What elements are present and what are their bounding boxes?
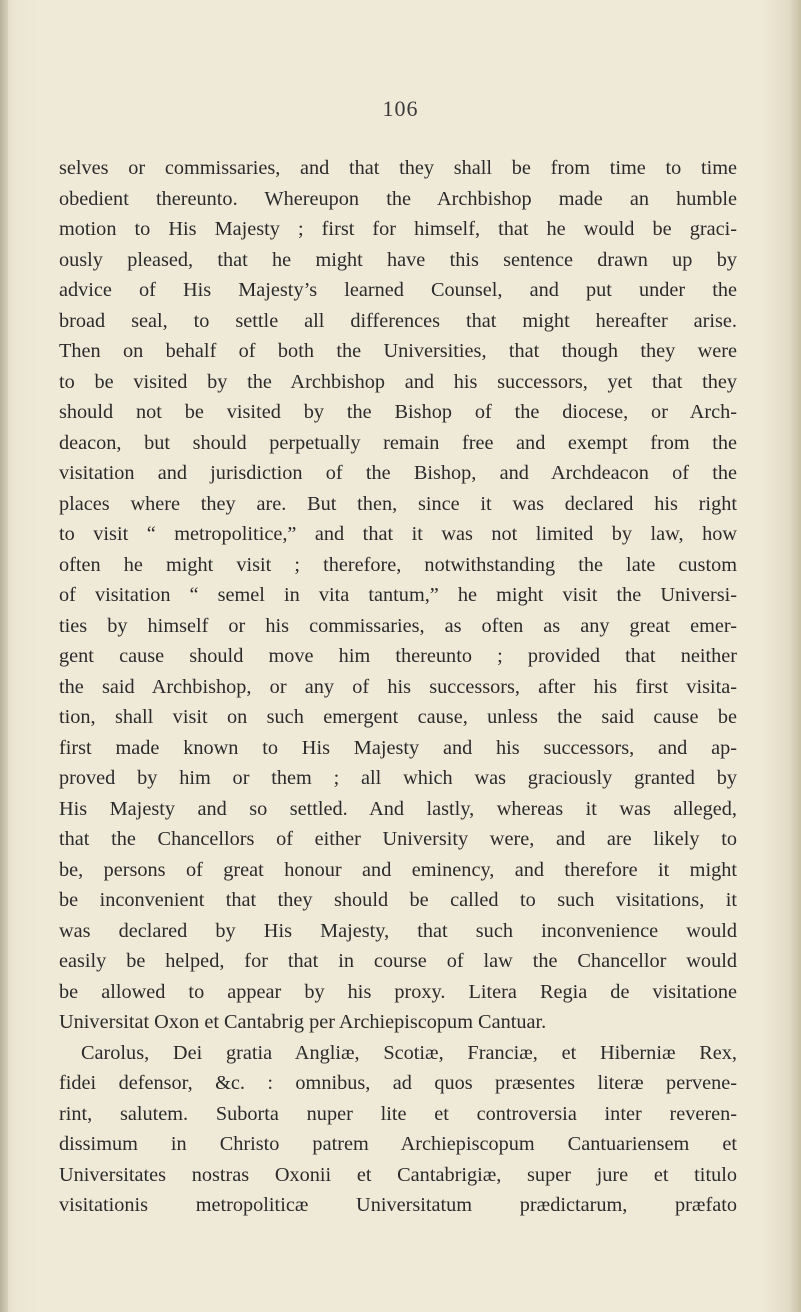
text-line: dissimum in Christo patrem Archiepiscopum Cantuariensem et	[59, 1133, 737, 1155]
page-edge	[789, 0, 801, 1312]
body-text	[59, 153, 737, 1221]
page-gutter	[0, 0, 8, 1312]
text-line: rint, salutem. Suborta nuper lite et controversia inter reveren-	[59, 1102, 737, 1125]
text-line: ously pleased, that he might have this sentence drawn up by	[59, 248, 737, 271]
text-line: easily be helped, for that in course of law the Chancellor would	[59, 950, 737, 972]
text-line: His Majesty and so settled. And lastly, whereas it was alleged,	[59, 797, 737, 820]
text-line: often he might visit ; therefore, notwithstanding the late custom	[59, 553, 737, 576]
text-line: Universitat Oxon et Cantabrig per Archiepiscopum Cantuar.	[59, 1011, 547, 1033]
text-line: tion, shall visit on such emergent cause, unless the said cause be	[59, 706, 737, 728]
text-line: be, persons of great honour and eminency, and therefore it might	[59, 858, 737, 881]
text-line: places where they are. But then, since it was declared his right	[59, 492, 737, 515]
text-line: that the Chancellors of either University were, and are likely to	[59, 828, 737, 850]
text-line: fidei defensor, &c. : omnibus, ad quos præsentes literæ pervene-	[59, 1072, 737, 1094]
text-line: gent cause should move him thereunto ; provided that neither	[59, 645, 737, 667]
text-line: first made known to His Majesty and his successors, and ap-	[59, 736, 737, 759]
text-line: obedient thereunto. Whereupon the Archbishop made an humble	[59, 187, 737, 210]
text-line: proved by him or them ; all which was graciously granted by	[59, 767, 737, 789]
text-line: motion to His Majesty ; first for himself, that he would be graci-	[59, 218, 737, 240]
text-line: advice of His Majesty’s learned Counsel, and put under the	[59, 279, 737, 301]
text-line: visitation and jurisdiction of the Bishop, and Archdeacon of the	[59, 462, 737, 484]
text-line: Carolus, Dei gratia Angliæ, Scotiæ, Franciæ, et Hiberniæ Rex,	[81, 1041, 737, 1064]
text-line: Universitates nostras Oxonii et Cantabrigiæ, super jure et titulo	[59, 1163, 737, 1186]
text-line: be inconvenient that they should be called to such visitations, it	[59, 889, 737, 911]
text-line: should not be visited by the Bishop of the diocese, or Arch-	[59, 401, 737, 423]
text-line: ties by himself or his commissaries, as often as any great emer-	[59, 614, 737, 637]
text-line: to be visited by the Archbishop and his successors, yet that they	[59, 370, 737, 393]
text-line: deacon, but should perpetually remain free and exempt from the	[59, 431, 737, 454]
text-line: selves or commissaries, and that they shall be from time to time	[59, 157, 737, 179]
text-line: be allowed to appear by his proxy. Litera Regia de visitatione	[59, 980, 737, 1003]
text-line: of visitation “ semel in vita tantum,” he might visit the Universi-	[59, 584, 737, 606]
text-line: the said Archbishop, or any of his successors, after his first visita-	[59, 675, 737, 698]
text-line: to visit “ metropolitice,” and that it was not limited by law, how	[59, 523, 737, 545]
page-number: 106	[382, 96, 419, 121]
text-line: broad seal, to settle all differences that might hereafter arise.	[59, 309, 737, 332]
text-line: was declared by His Majesty, that such inconvenience would	[59, 919, 737, 942]
text-line: visitationis metropoliticæ Universitatum prædictarum, præfato	[59, 1194, 737, 1216]
text-line: Then on behalf of both the Universities, that though they were	[59, 340, 737, 362]
